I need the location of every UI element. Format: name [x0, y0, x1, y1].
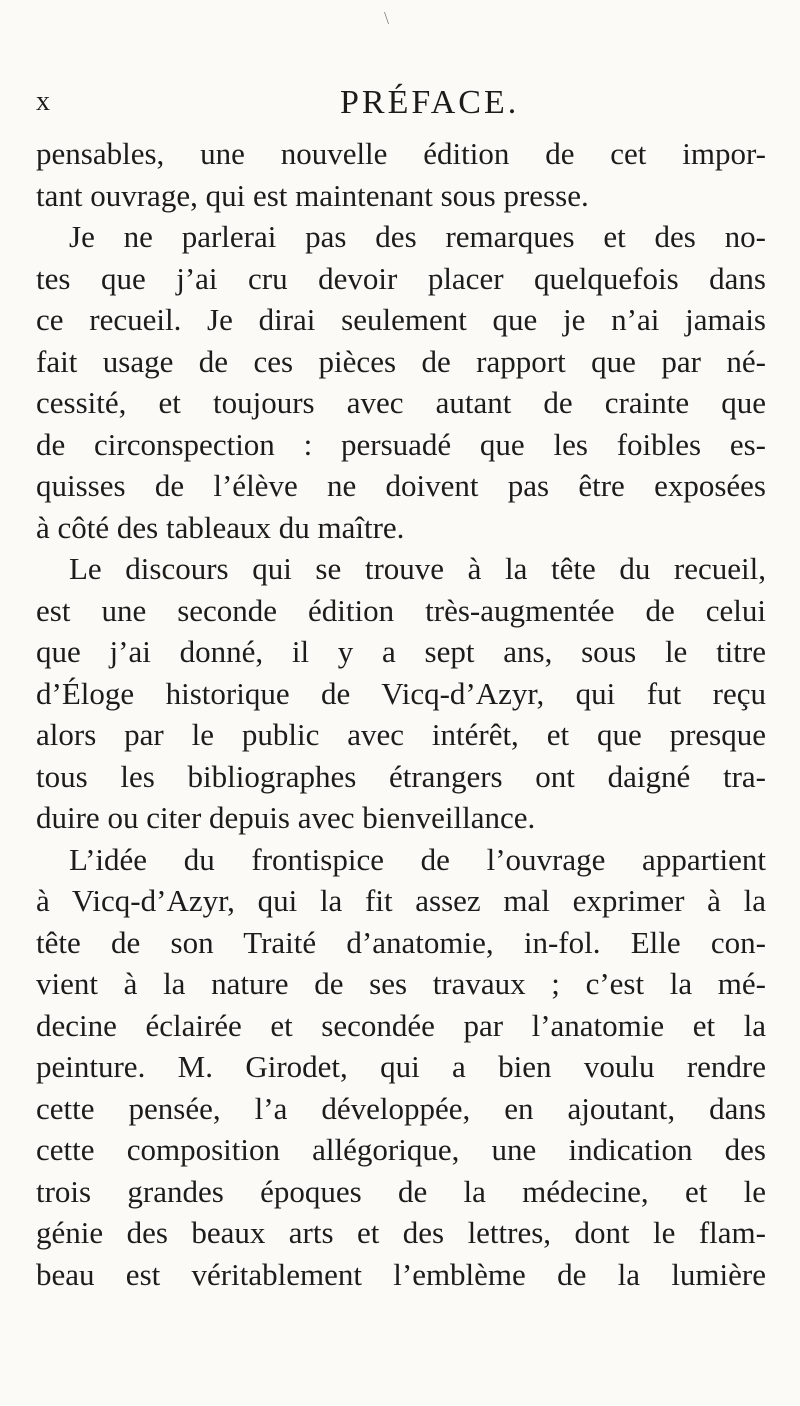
text-line: cette composition allégorique, une indication des: [36, 1132, 766, 1167]
text-line: Je ne parlerai pas des remarques et des no-: [69, 219, 766, 254]
text-line: duire ou citer depuis avec bienveillance.: [36, 800, 536, 835]
text-line: fait usage de ces pièces de rapport que par né-: [36, 343, 766, 379]
text-line: alors par le public avec intérêt, et que presque: [36, 717, 766, 752]
text-line: L’idée du frontispice de l’ouvrage appartient: [69, 841, 766, 877]
text-line: vient à la nature de ses travaux ; c’est la mé-: [36, 966, 766, 1001]
text-line: tous les bibliographes étrangers ont daigné tra-: [36, 758, 766, 794]
text-line: génie des beaux arts et des lettres, dont le flam-: [36, 1215, 766, 1250]
page-header: [36, 84, 766, 124]
text-line: à côté des tableaux du maître.: [36, 509, 405, 545]
text-line: pensables, une nouvelle édition de cet impor-: [36, 136, 766, 171]
text-line: beau est véritablement l’emblème de la lumière: [36, 1256, 766, 1292]
stray-mark: \: [384, 8, 390, 28]
text-line: decine éclairée et secondée par l’anatomie et la: [36, 1007, 766, 1043]
text-line: trois grandes époques de la médecine, et le: [36, 1173, 766, 1209]
text-line: tête de son Traité d’anatomie, in-fol. Elle con-: [36, 924, 766, 960]
text-line: quisses de l’élève ne doivent pas être exposées: [36, 468, 766, 503]
text-line: cette pensée, l’a développée, en ajoutant, dans: [36, 1090, 766, 1126]
running-title: PRÉFACE.: [340, 84, 520, 121]
text-line: peinture. M. Girodet, qui a bien voulu rendre: [36, 1049, 766, 1084]
text-line: Le discours qui se trouve à la tête du recueil,: [69, 551, 766, 586]
text-line: cessité, et toujours avec autant de crainte que: [36, 385, 766, 420]
text-line: est une seconde édition très-augmentée de celui: [36, 592, 766, 628]
page-number: x: [36, 86, 51, 117]
text-line: de circonspection : persuadé que les foibles es-: [36, 426, 766, 462]
text-line: tes que j’ai cru devoir placer quelquefois dans: [36, 260, 766, 296]
body-text: [36, 133, 766, 1295]
text-line: que j’ai donné, il y a sept ans, sous le titre: [36, 634, 766, 669]
text-line: ce recueil. Je dirai seulement que je n’ai jamais: [36, 302, 766, 337]
text-line: d’Éloge historique de Vicq-d’Azyr, qui fut reçu: [36, 675, 766, 711]
text-line: tant ouvrage, qui est maintenant sous presse.: [36, 177, 589, 213]
text-line: à Vicq-d’Azyr, qui la fit assez mal exprimer à la: [36, 883, 766, 918]
